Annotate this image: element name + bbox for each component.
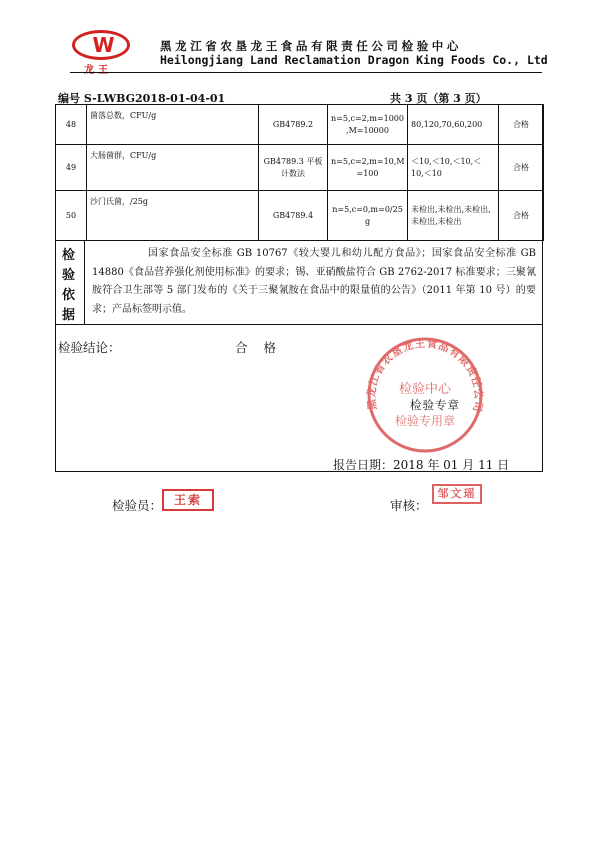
item-number: 50 xyxy=(56,191,87,241)
table-row xyxy=(56,105,544,145)
basis-label-char: 据 xyxy=(62,308,76,323)
item-requirement: n=5,c=2,m=10,M =100 xyxy=(328,145,408,191)
reviewer-label: 审核： xyxy=(390,498,428,513)
basis-label-char: 验 xyxy=(62,268,76,283)
table-row xyxy=(56,145,544,191)
item-result: 未检出,未检出,未检出,未检出,未检出 xyxy=(408,191,499,241)
letterhead xyxy=(0,0,595,80)
item-standard: GB4789.4 xyxy=(259,191,328,241)
logo-mark: W xyxy=(92,33,112,57)
item-name: 沙门氏菌，/25g xyxy=(87,191,259,241)
item-result: 80,120,70,60,200 xyxy=(408,105,499,145)
header-divider xyxy=(70,72,542,73)
item-conclusion: 合格 xyxy=(499,145,544,191)
company-logo xyxy=(70,28,134,76)
item-standard: GB4789.3 平板计数法 xyxy=(259,145,328,191)
basis-text: 国家食品安全标准 GB 10767《较大婴儿和幼儿配方食品》；国家食品安全标准 GB 14880《食品营养强化剂使用标准》的要求；锡、亚硝酸盐符合 GB 2762-2017 标准要求；三聚氰胺符合卫生部等 5 部门发布的《关于三聚氰胺在食品中的限量值的公告》（2011 年第 10 号）的要求；产品标签明示值。 xyxy=(92,248,536,315)
item-name: 菌落总数，CFU/g xyxy=(87,105,259,145)
item-number: 48 xyxy=(56,105,87,145)
company-name-cn: 黑龙江省农垦龙王食品有限责任公司检验中心 xyxy=(160,39,462,53)
item-name: 大肠菌群，CFU/g xyxy=(87,145,259,191)
basis-label xyxy=(56,240,85,324)
report-serial: 编号 S-LWBG2018-01-04-01 xyxy=(58,92,226,105)
inspector-label: 检验员： xyxy=(112,498,163,513)
reviewer-name-stamp: 邹文瑶 xyxy=(432,484,482,504)
report-date: 报告日期：2018 年 01 月 11 日 xyxy=(333,458,510,472)
inspection-seal xyxy=(355,333,495,453)
company-name-en: Heilongjiang Land Reclamation Dragon King Foods Co., Ltd xyxy=(160,53,548,67)
inspector-name-stamp: 王索 xyxy=(162,489,214,511)
inspection-basis xyxy=(55,240,543,325)
page-info: 共 3 页（第 3 页） xyxy=(390,92,487,105)
logo-text: 龙王 xyxy=(84,65,112,76)
seal-ring-text: 黑龙江省农垦龙王食品有限责任公司 xyxy=(365,337,485,414)
item-result: ＜10,＜10,＜10,＜ 10,＜10 xyxy=(408,145,499,191)
item-conclusion: 合格 xyxy=(499,105,544,145)
seal-center-text: 检验中心 xyxy=(398,382,452,397)
basis-label-char: 依 xyxy=(62,288,76,303)
table-row xyxy=(56,191,544,241)
item-requirement: n=5,c=2,m=1000 ,M=10000 xyxy=(328,105,408,145)
item-number: 49 xyxy=(56,145,87,191)
item-standard: GB4789.2 xyxy=(259,105,328,145)
basis-label-char: 检 xyxy=(62,248,76,263)
conclusion-label: 检验结论： xyxy=(58,340,121,355)
seal-bottom-text: 检验专用章 xyxy=(394,414,456,428)
item-conclusion: 合格 xyxy=(499,191,544,241)
conclusion-value: 合格 xyxy=(235,340,293,355)
item-requirement: n=5,c=0,m=0/25 g xyxy=(328,191,408,241)
test-items-table xyxy=(55,104,544,241)
seal-overlay-text: 检验专章 xyxy=(410,398,460,412)
